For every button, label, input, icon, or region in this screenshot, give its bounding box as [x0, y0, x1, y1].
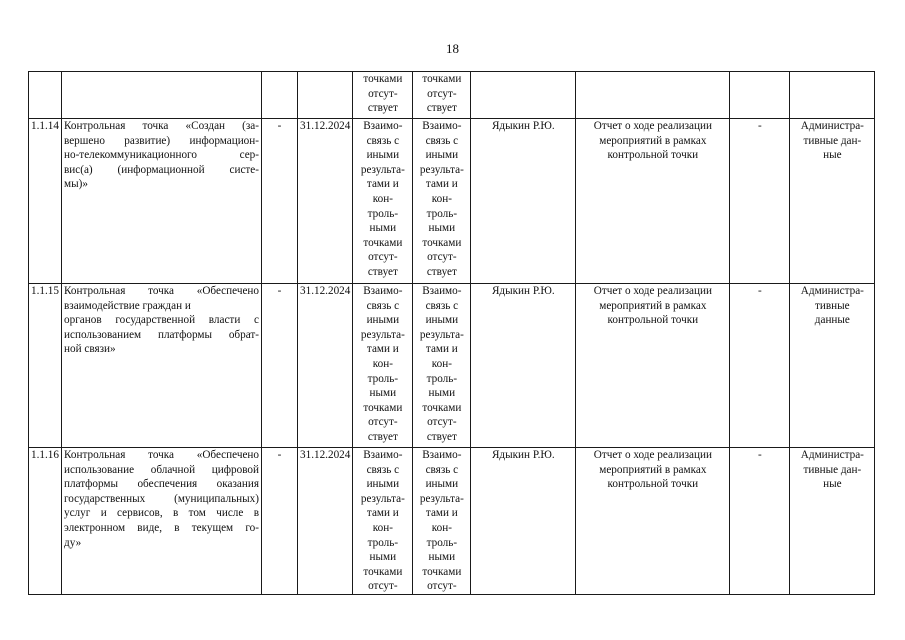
cell-source — [790, 72, 875, 119]
cell-source: Администра- тивные дан- ные — [790, 119, 875, 284]
cell-name — [62, 72, 262, 119]
cell-dash: - — [262, 119, 298, 284]
cell-relation-b: Взаимо- связь с иными результа- тами и кон- троль- ными точками отсут- — [413, 448, 471, 595]
table-row-1-1-14 — [29, 119, 875, 284]
cell-date — [298, 72, 353, 119]
cell-document: Отчет о ходе реализации мероприятий в рамках контрольной точки — [576, 448, 730, 595]
cell-date: 31.12.2024 — [298, 119, 353, 284]
cell-name: Контрольная точка «Создан (за- вершено развитие) информацион- но-телекоммуникационного сер- вис(а) (информационной систе- мы)» — [62, 119, 262, 284]
cell-document: Отчет о ходе реализации мероприятий в рамках контрольной точки — [576, 119, 730, 284]
cell-dash2: - — [730, 119, 790, 284]
cell-responsible: Ядыкин Р.Ю. — [471, 448, 576, 595]
cell-date: 31.12.2024 — [298, 284, 353, 448]
cell-relation-a: Взаимо- связь с иными результа- тами и кон- троль- ными точками отсут- — [353, 448, 413, 595]
cell-dash: - — [262, 448, 298, 595]
page-number: 18 — [446, 41, 459, 56]
continuation-row — [29, 72, 875, 119]
cell-dash2: - — [730, 448, 790, 595]
cell-num: 1.1.15 — [29, 284, 62, 448]
cell-name: Контрольная точка «Обеспечено взаимодействие граждан и органов государственной власти с использованием платформы обрат- ной связи» — [62, 284, 262, 448]
cell-source: Администра- тивные данные — [790, 284, 875, 448]
cell-num: 1.1.14 — [29, 119, 62, 284]
cell-relation-a: Взаимо- связь с иными результа- тами и кон- троль- ными точками отсут- ствует — [353, 284, 413, 448]
cell-relation-a: точками отсут- ствует — [353, 72, 413, 119]
cell-dash — [262, 72, 298, 119]
cell-relation-b: точками отсут- ствует — [413, 72, 471, 119]
table-row-1-1-15 — [29, 284, 875, 448]
cell-relation-b: Взаимо- связь с иными результа- тами и кон- троль- ными точками отсут- ствует — [413, 119, 471, 284]
cell-dash2: - — [730, 284, 790, 448]
table-row-1-1-16 — [29, 448, 875, 595]
cell-responsible — [471, 72, 576, 119]
cell-relation-a: Взаимо- связь с иными результа- тами и кон- троль- ными точками отсут- ствует — [353, 119, 413, 284]
cell-document: Отчет о ходе реализации мероприятий в рамках контрольной точки — [576, 284, 730, 448]
cell-dash: - — [262, 284, 298, 448]
cell-num: 1.1.16 — [29, 448, 62, 595]
cell-dash2 — [730, 72, 790, 119]
cell-source: Администра- тивные дан- ные — [790, 448, 875, 595]
control-points-table — [28, 71, 875, 595]
cell-responsible: Ядыкин Р.Ю. — [471, 284, 576, 448]
cell-document — [576, 72, 730, 119]
cell-date: 31.12.2024 — [298, 448, 353, 595]
cell-responsible: Ядыкин Р.Ю. — [471, 119, 576, 284]
cell-relation-b: Взаимо- связь с иными результа- тами и кон- троль- ными точками отсут- ствует — [413, 284, 471, 448]
cell-num — [29, 72, 62, 119]
cell-name: Контрольная точка «Обеспечено использование облачной цифровой платформы обеспечения оказания государственных (муниципальных) услуг и сервисов, в том числе в электронном виде, в текущем го- ду» — [62, 448, 262, 595]
